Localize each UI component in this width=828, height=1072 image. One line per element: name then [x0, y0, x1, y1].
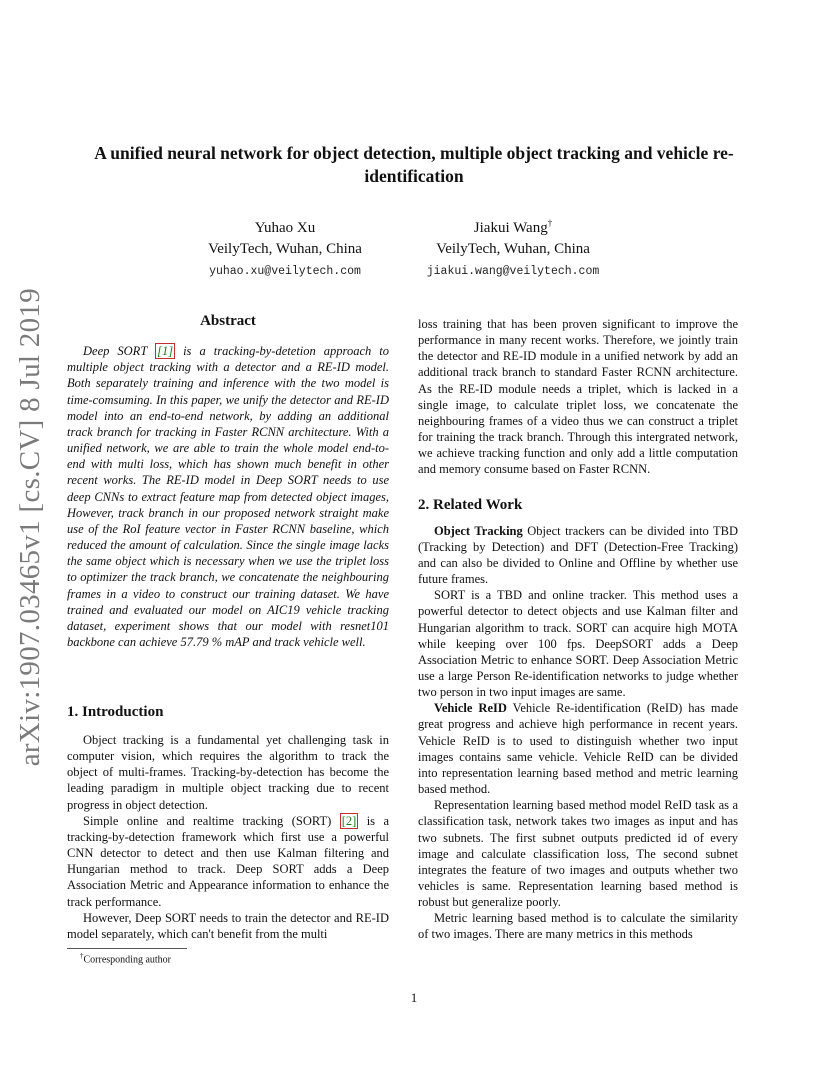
- metric-paragraph: Metric learning based method is to calculate the similarity of two images. There are many metrics in this methods: [418, 911, 738, 942]
- intro-paragraph-2: Simple online and realtime tracking (SORT) [2] is a tracking-by-detection framework which first use a powerful CNN detector to detect and then use Kalman filtering and Hungarian method to track. Deep SORT adds a Deep Association Metric and Appearance information to enhance the track performance.: [67, 813, 389, 909]
- related-work-heading: 2. Related Work: [418, 496, 523, 513]
- footnote: †Corresponding author: [80, 952, 171, 966]
- intro-continuation: loss training that has been proven significant to improve the performance in many recent works. Therefore, we jointly train the detector and RE-ID module in a unified network by add an additional track branch to standard Faster RCNN architecture. As the RE-ID module needs a triplet, which is lacked in a single image, to calculate triplet loss, we concatenate the neighbouring frames of a video thus we can construct a triplet for training the track branch. Through this intergrated network, we achieve tracking function and only add a little computation and memory consume based on Faster RCNN.: [418, 317, 738, 477]
- introduction-section: [67, 703, 389, 942]
- author-affiliation: VeilyTech, Wuhan, China: [436, 241, 590, 257]
- author-name: Yuhao Xu: [254, 220, 316, 236]
- arxiv-id: arXiv:1907.03465v1 [cs.CV] 8 Jul 2019: [13, 287, 46, 767]
- paper-title: A unified neural network for object detection, multiple object tracking and vehicle re-identification: [94, 143, 734, 186]
- arxiv-sidebar-stamp: [8, 287, 52, 767]
- author-affiliation: VeilyTech, Wuhan, China: [208, 241, 362, 257]
- footnote-rule: [67, 948, 187, 949]
- author-block-1: [190, 218, 380, 278]
- intro-paragraph-1: Object tracking is a fundamental yet challenging task in computer vision, which requires the algorithm to track the object of multi-frames. Tracking-by-detection has become the leading paradigm in multiple object tracking due to recent progress in object detection.: [67, 733, 389, 812]
- abstract-text: Deep SORT [1] is a tracking-by-detetion approach to multiple object tracking with a detector and a RE-ID model. Both separately training and inference with the two model is time-comsuming. In this paper, we unify the detector and RE-ID model into an end-to-end network, by adding an additional track branch for tracking in Faster RCNN architecture. With a unified network, we are able to train the whole model end-to-end with multi loss, which has shown much benefit in other recent works. The RE-ID model in Deep SORT needs to use deep CNNs to extract feature map from detected object images, However, track branch in our proposed network straight make use of the RoI feature vector in Faster RCNN baseline, which reduced the amount of calculation. Since the single image lacks the same object which is necessary when we use the triplet loss to optimizer the track branch, we concatenate the neighbouring frames in a video to construct our training dataset. We have trained and evaluated our model on AIC19 vehicle tracking dataset, experiment shows that our model with resnet101 backbone can achieve 57.79 % mAP and track vehicle well.: [67, 344, 390, 649]
- abstract-heading: Abstract: [200, 313, 256, 329]
- intro-paragraph-3: However, Deep SORT needs to train the detector and RE-ID model separately, which can't benefit from the multi: [67, 910, 389, 941]
- citation-link[interactable]: [2]: [341, 813, 357, 828]
- introduction-heading: 1. Introduction: [67, 704, 164, 720]
- page-number: 1: [410, 990, 418, 1005]
- object-tracking-paragraph: Object Tracking Object trackers can be divided into TBD (Tracking by Detection) and DFT (Detection-Free Tracking) and can also be divided to Online and Offline by whether use future frames.: [418, 523, 738, 587]
- citation-link[interactable]: [1]: [157, 344, 174, 359]
- author-email[interactable]: yuhao.xu@veilytech.com: [209, 265, 361, 278]
- author-block-2: [418, 218, 608, 278]
- sort-paragraph: SORT is a TBD and online tracker. This method uses a powerful detector to detect objects and use Kalman filter and Hungarian algorithm to track. SORT can acquire high MOTA while keeping over 100 fps. DeepSORT adds a Deep Association Metric to enhance SORT. Deep Association Metric use a large Person Re-identification networks to judge whether two person in two input images are same.: [418, 588, 738, 700]
- representation-paragraph: Representation learning based method model ReID task as a classification task, network takes two images as input and has two subnets. The first subnet outputs predicted id of every image and calculate classification loss, The second subnet integrates the feature of two images and outputs whether two vehicles is same. Representation learning based method is robust but generalize poorly.: [418, 798, 738, 910]
- vehicle-reid-paragraph: Vehicle ReID Vehicle Re-identification (ReID) has made great progress and achieve high performance in recent years. Vehicle ReID is to used to distinguish whether two input images contains same vehicle. Vehicle ReID can be divided into representation learning based method and metric learning based method.: [418, 701, 738, 797]
- right-column: [418, 316, 738, 943]
- author-email[interactable]: jiakui.wang@veilytech.com: [426, 265, 600, 278]
- author-name: Jiakui Wang†: [473, 218, 553, 236]
- left-column: [67, 313, 389, 650]
- author-mark: †: [547, 218, 553, 228]
